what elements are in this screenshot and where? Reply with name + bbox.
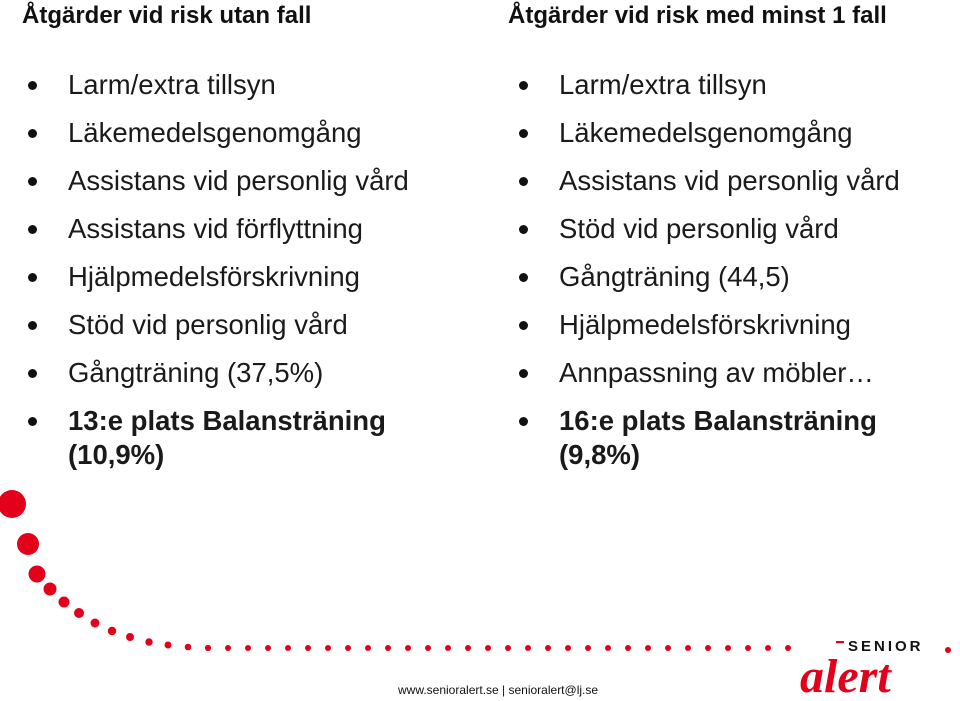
list-item <box>24 356 464 390</box>
logo-main-text: alert <box>800 650 891 698</box>
dot-decoration <box>108 627 116 635</box>
bullet-icon <box>28 273 37 282</box>
dot-decoration <box>265 645 271 651</box>
bullet-icon <box>28 81 37 90</box>
logo-top-text: SENIOR <box>848 638 924 655</box>
dot-decoration <box>425 645 431 651</box>
list-item-text: 16:e plats Balansträning (9,8%) <box>559 405 877 470</box>
dot-decoration <box>245 645 251 651</box>
list-item-highlight <box>24 404 464 472</box>
dot-decoration <box>665 645 671 651</box>
bullet-icon <box>519 81 528 90</box>
bullet-icon <box>28 369 37 378</box>
left-bullet-list <box>24 68 464 486</box>
list-item <box>515 68 945 102</box>
list-item-text: Larm/extra tillsyn <box>559 69 767 100</box>
dot-decoration <box>365 645 371 651</box>
list-item-text: Gångträning (37,5%) <box>68 357 324 388</box>
list-item-text: Larm/extra tillsyn <box>68 69 276 100</box>
list-item-text: Hjälpmedelsförskrivning <box>559 309 851 340</box>
bullet-icon <box>519 273 528 282</box>
dot-decoration <box>91 619 100 628</box>
bullet-icon <box>519 321 528 330</box>
logo-rule <box>836 641 844 643</box>
list-item-text: Läkemedelsgenomgång <box>559 117 853 148</box>
list-item-text: Assistans vid förflyttning <box>68 213 363 244</box>
dot-decoration <box>17 533 39 555</box>
dot-decoration <box>74 608 84 618</box>
list-item-text: Stöd vid personlig vård <box>68 309 348 340</box>
dot-decoration <box>126 633 134 641</box>
list-item <box>24 68 464 102</box>
bullet-icon <box>519 177 528 186</box>
dot-decoration <box>745 645 751 651</box>
dot-decoration <box>0 490 26 518</box>
dot-decoration <box>565 645 571 651</box>
left-column-title: Åtgärder vid risk utan fall <box>22 2 312 29</box>
bullet-icon <box>28 177 37 186</box>
list-item-text: Annpassning av möbler… <box>559 357 874 388</box>
decorative-dot-trail <box>0 490 800 701</box>
bullet-icon <box>519 129 528 138</box>
dot-decoration <box>405 645 411 651</box>
dot-decoration <box>225 645 231 651</box>
list-item-text: Stöd vid personlig vård <box>559 213 839 244</box>
dot-decoration <box>145 638 152 645</box>
list-item <box>515 212 945 246</box>
dot-decoration <box>585 645 591 651</box>
logo-dot <box>945 647 951 653</box>
dot-decoration <box>645 645 651 651</box>
dot-decoration <box>44 583 57 596</box>
dot-decoration <box>165 642 172 649</box>
dot-decoration <box>345 645 351 651</box>
dot-decoration <box>705 645 711 651</box>
dot-decoration <box>285 645 291 651</box>
dot-decoration <box>325 645 331 651</box>
dot-decoration <box>685 645 691 651</box>
list-item <box>515 356 945 390</box>
list-item-text: Assistans vid personlig vård <box>68 165 409 196</box>
bullet-icon <box>28 129 37 138</box>
dot-decoration <box>785 645 791 651</box>
list-item <box>515 164 945 198</box>
list-item-text: Gångträning (44,5) <box>559 261 790 292</box>
list-item <box>515 260 945 294</box>
list-item <box>24 212 464 246</box>
list-item-highlight <box>515 404 945 472</box>
list-item <box>515 308 945 342</box>
bullet-icon <box>28 417 37 426</box>
list-item-text: 13:e plats Balansträning (10,9%) <box>68 405 386 470</box>
list-item <box>24 116 464 150</box>
senior-alert-logo <box>796 636 956 698</box>
dot-decoration <box>445 645 451 651</box>
dot-decoration <box>625 645 631 651</box>
right-column-title: Åtgärder vid risk med minst 1 fall <box>508 2 887 29</box>
bullet-icon <box>28 225 37 234</box>
list-item-text: Läkemedelsgenomgång <box>68 117 362 148</box>
dot-decoration <box>725 645 731 651</box>
bullet-icon <box>519 369 528 378</box>
dot-decoration <box>29 566 46 583</box>
dot-decoration <box>485 645 491 651</box>
dot-decoration <box>185 644 192 651</box>
list-item <box>515 116 945 150</box>
footer-contact: www.senioralert.se | senioralert@lj.se <box>398 683 599 697</box>
bullet-icon <box>519 225 528 234</box>
list-item <box>24 164 464 198</box>
dot-decoration <box>505 645 511 651</box>
dot-decoration <box>465 645 471 651</box>
list-item <box>24 260 464 294</box>
list-item-text: Hjälpmedelsförskrivning <box>68 261 360 292</box>
dot-decoration <box>525 645 531 651</box>
dot-decoration <box>765 645 771 651</box>
dot-decoration <box>385 645 391 651</box>
list-item <box>24 308 464 342</box>
dot-decoration <box>59 597 70 608</box>
dot-decoration <box>205 645 211 651</box>
bullet-icon <box>28 321 37 330</box>
list-item-text: Assistans vid personlig vård <box>559 165 900 196</box>
dot-decoration <box>545 645 551 651</box>
dot-decoration <box>305 645 311 651</box>
bullet-icon <box>519 417 528 426</box>
dot-decoration <box>605 645 611 651</box>
right-bullet-list <box>515 68 945 486</box>
